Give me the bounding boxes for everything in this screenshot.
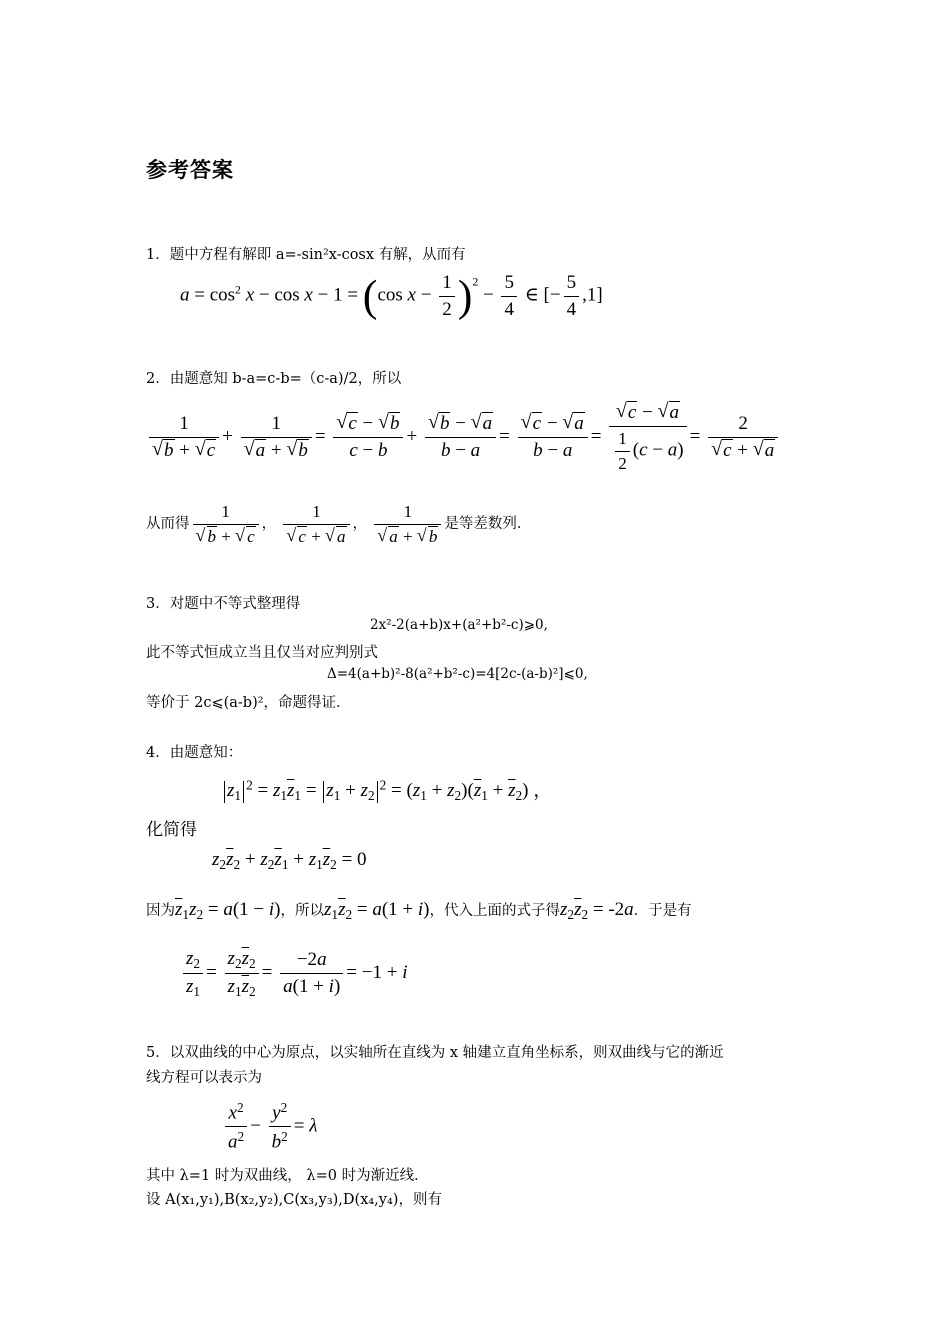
- answer-5-formula: $\frac{x^2}{a^2}$ − $\frac{y^2}{b^2}$ = λ: [222, 1100, 317, 1154]
- conclusion-prefix: 从而得: [146, 515, 190, 532]
- answer-4-text-3: 因为$\overline{z}_1z_2 = a(1 - i)$，所以$z_1\overline{z}_2 = a(1 + i)$，代入上面的式子得$z_2\overline{z}_2 = -2a$．于是有: [146, 899, 692, 922]
- answer-4-text-2: 化简得: [146, 820, 197, 840]
- because-label: 因为: [146, 903, 175, 919]
- answer-1-formula: $a = \cos^2 x - \cos x - 1 = (\cos$ x − $\frac{1}{2}$ )$^2$ − $\frac{5}{4}$ ∈ [− $\frac{5}{4}$ ,1]: [180, 271, 603, 321]
- page-title: 参考答案: [146, 158, 234, 182]
- answer-2-text: 2．由题意知 b-a=c-b=（c-a)/2，所以: [146, 371, 402, 387]
- answer-5-text-1: 5．以双曲线的中心为原点，以实轴所在直线为 x 轴建立直角坐标系，则双曲线与它的渐近: [146, 1045, 724, 1061]
- answer-3-text-2: 此不等式恒成立当且仅当对应判别式: [146, 645, 378, 661]
- answer-4-formula-3: $\frac{z_2}{z_1}$ = $\frac{z_2\overline{z}_2}{z_1\overline{z}_2}$ = $\frac{-2a}{a(1 + i)}$ = −1 + i: [180, 948, 407, 1000]
- answer-5-text-4: 设 A(x₁,y₁),B(x₂,y₂),C(x₃,y₃),D(x₄,y₄)，则有: [146, 1192, 442, 1208]
- answer-5-text-2: 线方程可以表示为: [146, 1070, 262, 1086]
- answer-2-formula: 1 √ b + √ c + 1 √ a + √ b = √ $\frac{c - √ b}{c - b}$ + √ $\frac{b - √ a}{b - a}$ = √ $\frac{c - √ a}{b - a}$ = √ c − √ a $\frac{1}{2}$ (c − a) = 2 √ c + √ a: [146, 402, 781, 473]
- answer-3-line-2: Δ=4(a+b)²-8(a²+b²-c)=4[2c-(a-b)²]⩽0,: [327, 666, 588, 682]
- answer-4-text-1: 4．由题意知：: [146, 745, 243, 761]
- comma-1: ，: [261, 515, 277, 532]
- answer-4-formula-1: $z_1^2 = z_1\overline{z}_1 = z_1 + z_2^2 = (z_1 + z_2)(\overline{z}_1 + \overline{z}_2)$ ，: [222, 775, 552, 804]
- answer-3-line-1: 2x²-2(a+b)x+(a²+b²-c)⩾0,: [370, 617, 548, 633]
- answer-1-text: 1．题中方程有解即 a=-sin²x-cosx 有解，从而有: [146, 247, 466, 263]
- answer-3-text-1: 3．对题中不等式整理得: [146, 596, 301, 612]
- conclusion-suffix: 是等差数列．: [444, 515, 532, 532]
- substitute-label: ，代入上面的式子得: [429, 903, 560, 919]
- answer-2-conclusion: 从而得 1 √ b + √ c ， 1 √ c + √ a ， 1 √ a + √ b 是等差数列．: [146, 502, 531, 546]
- answer-4-formula-2: $z_2\overline{z}_2 + z_2\overline{z}_1 + z_1\overline{z}_2 = 0$: [212, 849, 367, 872]
- comma-2: ，: [352, 515, 368, 532]
- answer-3-text-3: 等价于 2c⩽(a-b)²，命题得证．: [146, 695, 351, 711]
- answer-5-text-3: 其中 λ=1 时为双曲线， λ=0 时为渐近线．: [146, 1168, 429, 1184]
- hence-label: ．于是有: [633, 903, 692, 919]
- so-label: ，所以: [280, 903, 324, 919]
